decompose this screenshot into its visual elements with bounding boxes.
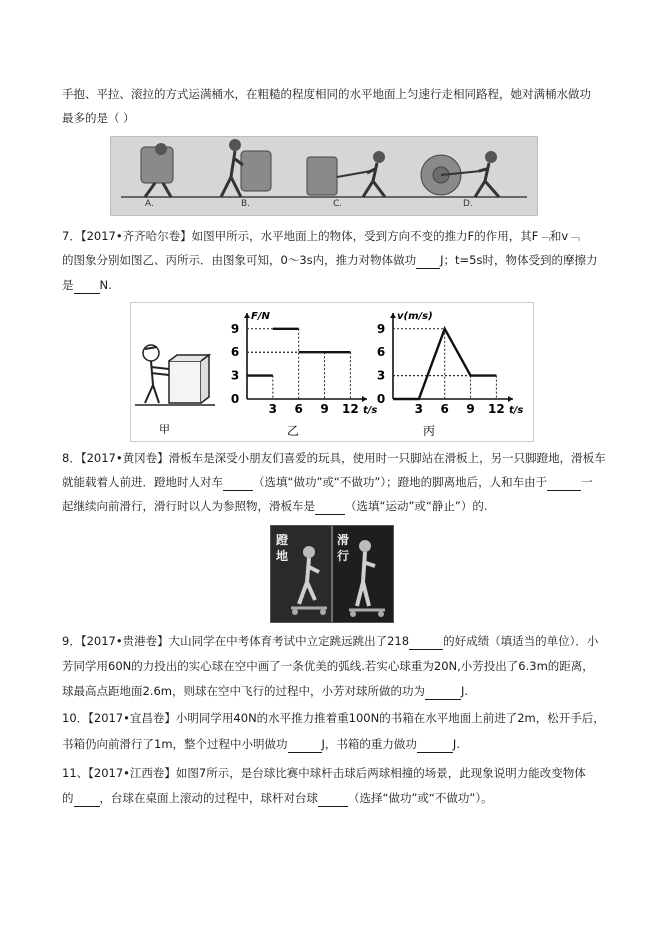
q8-line-2-c: 一: [581, 475, 593, 489]
q9-line-3-b: J.: [461, 684, 469, 698]
q9-blank-unit: [409, 633, 443, 650]
q10-line-1: 10．【2017•宜昌卷】小明同学用40N的水平推力推着重100N的书箱在水平地面上前进了2m，松开手后，: [62, 711, 605, 725]
q10-line-2-c: J.: [452, 737, 460, 751]
q8-skateboard-photo: [270, 525, 394, 623]
velocity-graph-x-tick-12: 12: [488, 402, 505, 416]
q6-line-2: 最多的是（ ）: [62, 111, 135, 125]
q6-caption-b: B.: [241, 199, 251, 209]
q6-caption-a: A.: [145, 199, 154, 209]
q11-line-2-c: （选择“做功”或“不做功”）。: [348, 791, 493, 805]
velocity-graph-x-axis-label: t/s: [509, 405, 524, 416]
q7-blank-friction: [74, 277, 100, 294]
q8-photo-text-4: 行: [337, 549, 350, 563]
q11-line-2-b: ，台球在桌面上滚动的过程中，球杆对台球: [99, 791, 318, 805]
q10-line-2: [62, 736, 460, 753]
velocity-graph-y-tick-0: 0: [376, 392, 386, 406]
force-graph-x-tick-12: 12: [342, 402, 359, 416]
force-graph-x-tick-6: 6: [294, 402, 303, 416]
velocity-graph-x-arrow: [508, 396, 513, 402]
q8-line-3-b: （选填“运动”或“静止”）的.: [345, 499, 488, 513]
q7-line-3-a: 是: [62, 278, 74, 292]
q8-line-2-b: （选填“做功”或“不做功”）；蹬地的脚离地后，人和车由于: [253, 475, 548, 489]
q10-line-2-b: J，书箱的重力做功: [321, 737, 417, 751]
q11-line-1: 11、【2017•江西卷】如图7所示，是台球比赛中球杆击球后两球相撞的场景，此现象说明力能改变物体: [62, 766, 586, 780]
velocity-graph-y-tick-9: 9: [376, 321, 386, 336]
q8-line-2-a: 就能载着人前进．蹬地时人对车: [62, 475, 223, 489]
force-graph-y-tick-6: 6: [230, 345, 240, 360]
q9-line-1-b: 的好成绩（填适当的单位）．小: [443, 634, 599, 648]
velocity-graph-y-axis-label: v(m/s): [397, 311, 433, 322]
q9-line-3: [62, 683, 468, 700]
q9-blank-work: [425, 683, 461, 700]
force-graph-x-tick-3: 3: [268, 402, 278, 416]
force-graph-x-axis-label: t/s: [363, 405, 378, 416]
velocity-graph-x-tick-3: 3: [414, 402, 424, 416]
q7-label-yi: 乙: [287, 424, 300, 438]
q6-caption-c: C.: [333, 199, 343, 209]
force-graph-x-tick-9: 9: [320, 402, 329, 416]
q10-blank-2: [417, 736, 453, 753]
q7-graphs: [131, 303, 533, 441]
q7-figure: [130, 302, 534, 442]
force-graph-x-arrow: [362, 396, 367, 402]
q9-line-2: 芳同学用60N的力投出的实心球在空中画了一条优美的弧线.若实心球重为20N,小芳投出了6.3m的距离，: [62, 659, 594, 673]
q8-line-3: [62, 498, 488, 515]
velocity-graph-y-tick-6: 6: [376, 345, 386, 360]
q7-label-jia: 甲: [159, 423, 170, 436]
q7-person-box-illustration: [135, 345, 215, 405]
q8-line-2: [62, 474, 593, 491]
velocity-graph-series-line: [393, 329, 496, 399]
q8-photo-text-2: 地: [276, 549, 289, 563]
q6-photo-strip: [110, 136, 538, 216]
q11-blank-2: [318, 790, 348, 807]
q8-photo-text-1: 蹬: [276, 533, 289, 547]
force-graph-y-tick-9: 9: [230, 321, 240, 336]
velocity-graph-x-tick-9: 9: [466, 402, 475, 416]
q11-line-2-a: 的: [62, 791, 74, 805]
q8-photo-text-3: 滑: [337, 533, 350, 547]
q7-label-bing: 丙: [423, 424, 436, 438]
q8-blank-2: [547, 474, 581, 491]
q7-line-2-b: J；t=5s时，物体受到的摩擦力: [440, 253, 598, 267]
q9-line-1: [62, 633, 598, 650]
q8-line-3-a: 起继续向前滑行，滑行时以人为参照物，滑板车是: [62, 499, 315, 513]
q7-line-1: 7．【2017•齐齐哈尔卷】如图甲所示，水平地面上的物体，受到方向不变的推力F的作用，其F﹁和v﹁: [62, 229, 580, 243]
q7-blank-work: [416, 252, 440, 269]
q8-blank-1: [223, 474, 253, 491]
q7-line-3-b: N.: [99, 278, 112, 292]
q11-line-2: [62, 790, 493, 807]
q10-blank-1: [288, 736, 322, 753]
q6-line-1: 手抱、平拉、滚拉的方式运满桶水，在粗糙的程度相同的水平地面上匀速行走相同路程，她对满桶水做功: [62, 87, 591, 101]
force-graph-y-arrow: [244, 313, 250, 318]
force-graph-y-tick-0: 0: [230, 392, 240, 406]
q8-photo-illustration: [271, 526, 393, 622]
q10-line-2-a: 书箱仍向前滑行了1m，整个过程中小明做功: [62, 737, 288, 751]
force-time-graph: [231, 311, 378, 416]
velocity-time-graph: [377, 311, 524, 416]
q7-line-3: [62, 277, 112, 294]
q6-illustration: [111, 137, 537, 215]
q8-line-1: 8．【2017•黄冈卷】滑板车是深受小朋友们喜爱的玩具，使用时一只脚站在滑板上，另一只脚蹬地，滑板车: [62, 451, 606, 465]
q11-blank-1: [74, 790, 100, 807]
force-graph-y-tick-3: 3: [230, 368, 240, 383]
q9-line-1-a: 9．【2017•贵港卷】大山同学在中考体育考试中立定跳远跳出了218: [62, 634, 410, 648]
velocity-graph-y-arrow: [390, 313, 396, 318]
force-graph-y-axis-label: F/N: [251, 311, 270, 322]
q9-line-3-a: 球最高点距地面2.6m，则球在空中飞行的过程中，小芳对球所做的功为: [62, 684, 425, 698]
q7-line-2: [62, 252, 597, 269]
velocity-graph-x-tick-6: 6: [440, 402, 449, 416]
q6-caption-d: D.: [463, 199, 473, 209]
velocity-graph-y-tick-3: 3: [376, 368, 386, 383]
q8-blank-3: [315, 498, 345, 515]
q7-line-2-a: 的图象分别如图乙、丙所示．由图象可知，0～3s内，推力对物体做功: [62, 253, 417, 267]
